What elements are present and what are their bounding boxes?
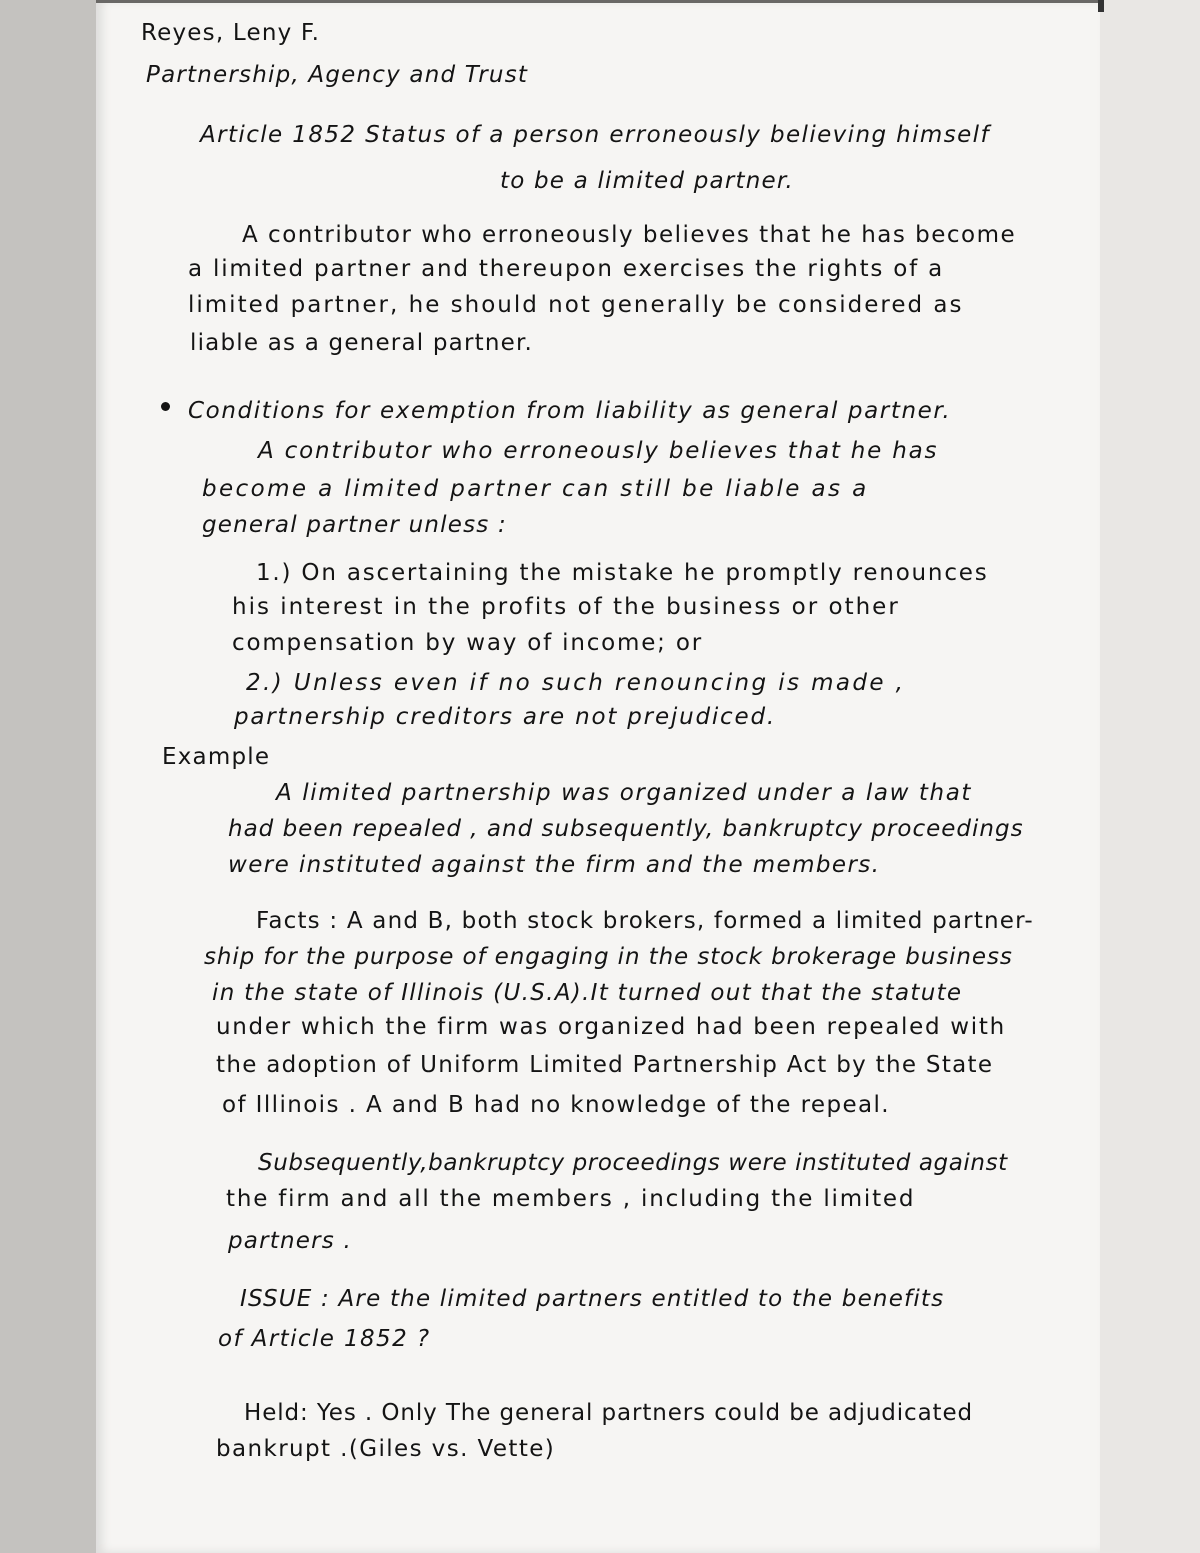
page-corner-mark xyxy=(1098,0,1104,12)
page-top-edge xyxy=(96,0,1100,3)
example-line-1: A limited partnership was organized under a law that xyxy=(276,780,973,806)
issue-line-1: ISSUE : Are the limited partners entitled to the benefits xyxy=(240,1286,945,1312)
conditions-heading: Conditions for exemption from liability as general partner. xyxy=(188,398,952,424)
subsequently-line-2: the firm and all the members , including the limited xyxy=(226,1186,916,1212)
condition-item-1-line-1: 1.) On ascertaining the mistake he promptly renounces xyxy=(256,560,989,586)
intro-line-3: limited partner, he should not generally be considered as xyxy=(188,292,964,318)
condition-item-1-line-2: his interest in the profits of the business or other xyxy=(232,594,900,620)
facts-line-3: in the state of Illinois (U.S.A).It turned out that the statute xyxy=(212,980,963,1006)
intro-line-4: liable as a general partner. xyxy=(190,330,533,356)
facts-line-4: under which the firm was organized had been repealed with xyxy=(216,1014,1006,1040)
subsequently-line-3: partners . xyxy=(228,1228,352,1254)
example-label: Example xyxy=(162,744,271,770)
held-line-1: Held: Yes . Only The general partners could be adjudicated xyxy=(244,1400,974,1426)
subsequently-line-1: Subsequently,bankruptcy proceedings were instituted against xyxy=(258,1150,1008,1176)
example-line-2: had been repealed , and subsequently, bankruptcy proceedings xyxy=(228,816,1024,842)
intro-line-2: a limited partner and thereupon exercises the rights of a xyxy=(188,256,945,282)
background-right xyxy=(1100,0,1200,1553)
bullet-icon xyxy=(161,402,170,411)
conditions-line-1: A contributor who erroneously believes that he has xyxy=(258,438,939,464)
facts-line-2: ship for the purpose of engaging in the stock brokerage business xyxy=(204,944,1013,970)
article-title-line-2: to be a limited partner. xyxy=(500,168,794,194)
condition-item-1-line-3: compensation by way of income; or xyxy=(232,630,703,656)
facts-line-6: of Illinois . A and B had no knowledge of the repeal. xyxy=(222,1092,891,1118)
course-title: Partnership, Agency and Trust xyxy=(146,62,529,88)
background-left xyxy=(0,0,96,1553)
conditions-line-2: become a limited partner can still be liable as a xyxy=(202,476,869,502)
condition-item-2-line-1: 2.) Unless even if no such renouncing is made , xyxy=(246,670,906,696)
held-line-2: bankrupt .(Giles vs. Vette) xyxy=(216,1436,556,1462)
author-name: Reyes, Leny F. xyxy=(141,20,321,46)
condition-item-2-line-2: partnership creditors are not prejudiced. xyxy=(234,704,776,730)
intro-line-1: A contributor who erroneously believes that he has become xyxy=(242,222,1017,248)
conditions-line-3: general partner unless : xyxy=(202,512,507,538)
facts-line-5: the adoption of Uniform Limited Partnership Act by the State xyxy=(216,1052,994,1078)
issue-line-2: of Article 1852 ? xyxy=(218,1326,431,1352)
article-title-line-1: Article 1852 Status of a person erroneously believing himself xyxy=(200,122,990,148)
facts-line-1: Facts : A and B, both stock brokers, formed a limited partner- xyxy=(256,908,1034,934)
example-line-3: were instituted against the firm and the members. xyxy=(228,852,881,878)
